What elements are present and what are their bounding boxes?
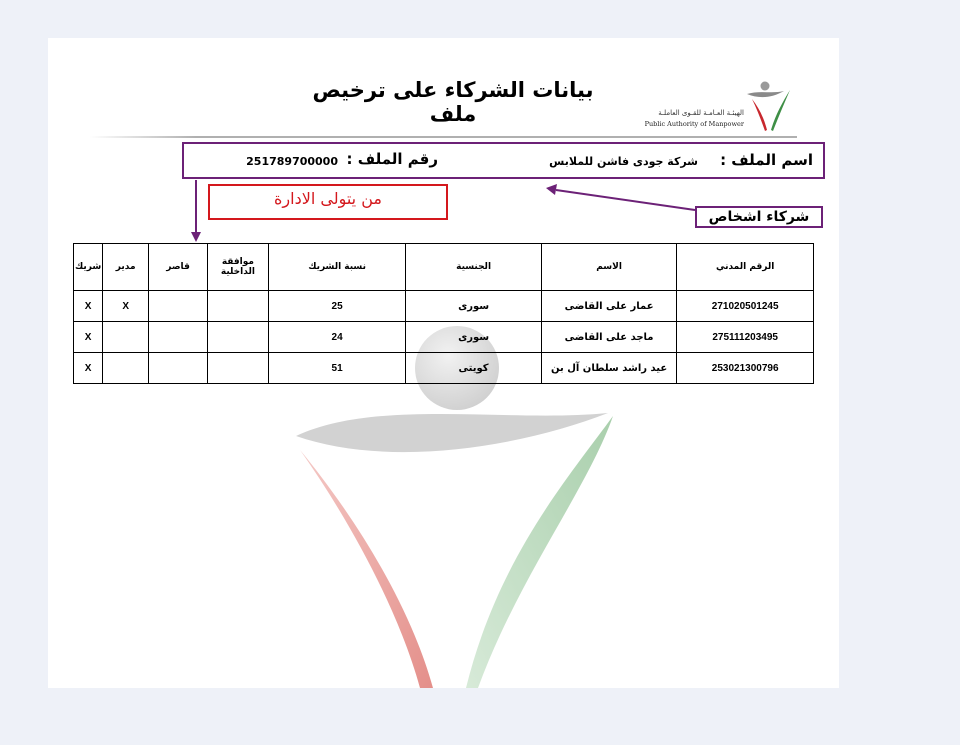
table-row — [74, 353, 814, 384]
column-header: قاصر — [149, 244, 208, 291]
column-header: الجنسية — [406, 244, 542, 291]
manager-cell: X — [103, 291, 149, 322]
minor-cell — [149, 322, 208, 353]
column-header: موافقة الداخلية — [207, 244, 268, 291]
minor-cell — [149, 291, 208, 322]
manager-cell — [103, 322, 149, 353]
nationality-cell: سورى — [406, 291, 542, 322]
document-page — [48, 38, 839, 688]
file-name-label: اسم الملف : — [720, 151, 813, 169]
header-divider — [90, 136, 797, 138]
table-header-row — [74, 244, 814, 291]
nationality-cell: سورى — [406, 322, 542, 353]
partner-cell: X — [74, 291, 103, 322]
file-number-label: رقم الملف : — [346, 150, 438, 168]
partner-cell: X — [74, 322, 103, 353]
column-header: الاسم — [541, 244, 677, 291]
column-header: شريك — [74, 244, 103, 291]
share-cell: 24 — [268, 322, 405, 353]
civil-id-cell: 271020501245 — [677, 291, 814, 322]
file-number-value: 251789700000 — [246, 155, 338, 168]
name-cell: ماجد على القاضى — [541, 322, 677, 353]
name-cell: عيد راشد سلطان آل بن — [541, 353, 677, 384]
logo-text-english: Public Authority of Manpower — [644, 120, 744, 128]
partners-table — [73, 243, 814, 384]
table-row — [74, 291, 814, 322]
interior-approval-cell — [207, 353, 268, 384]
partners-label: شركاء اشخاص — [695, 206, 823, 228]
share-cell: 25 — [268, 291, 405, 322]
file-info-box — [182, 142, 825, 179]
logo-text-arabic: الهيئـة العـامـة للقـوى العاملـة — [658, 109, 744, 117]
manager-cell — [103, 353, 149, 384]
interior-approval-cell — [207, 322, 268, 353]
column-header: نسبة الشريك — [268, 244, 405, 291]
column-header: مدير — [103, 244, 149, 291]
file-name-value: شركة جودى فاشن للملابس — [549, 155, 698, 168]
table-row — [74, 322, 814, 353]
civil-id-cell: 253021300796 — [677, 353, 814, 384]
interior-approval-cell — [207, 291, 268, 322]
column-header: الرقم المدني — [677, 244, 814, 291]
partner-cell: X — [74, 353, 103, 384]
management-note: من يتولى الادارة — [208, 184, 448, 220]
page-title: بيانات الشركاء على ترخيص ملف — [312, 78, 594, 126]
name-cell: عمار على القاضى — [541, 291, 677, 322]
nationality-cell: كويتى — [406, 353, 542, 384]
minor-cell — [149, 353, 208, 384]
civil-id-cell: 275111203495 — [677, 322, 814, 353]
share-cell: 51 — [268, 353, 405, 384]
